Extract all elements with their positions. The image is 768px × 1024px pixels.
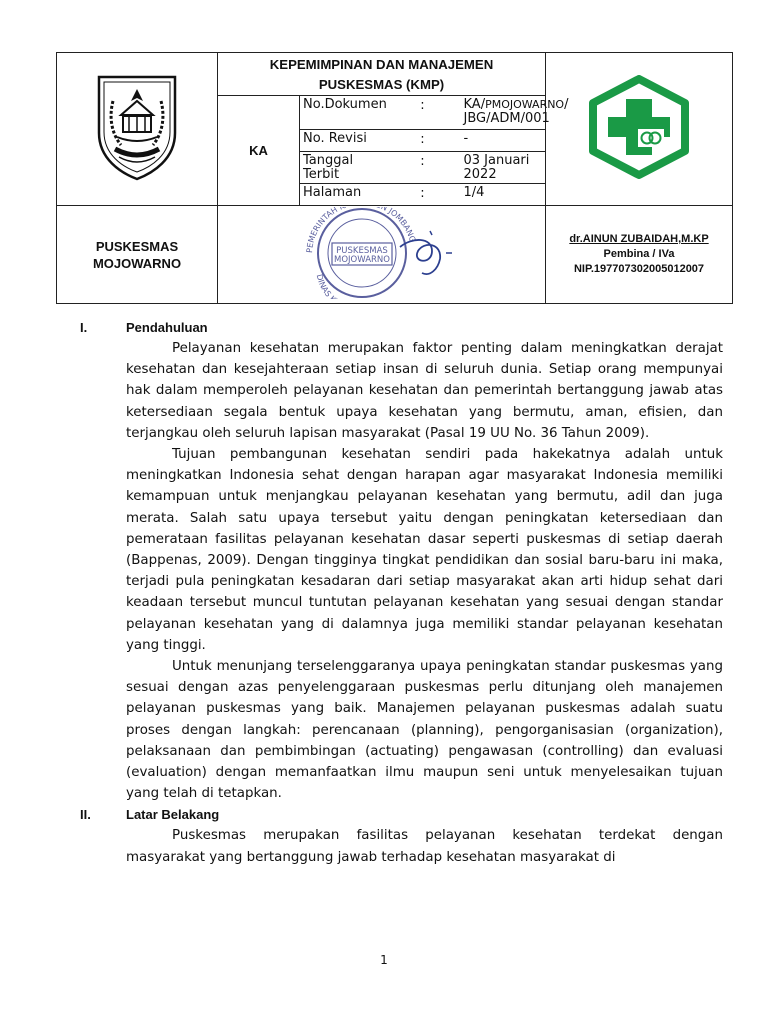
section-heading [80, 318, 723, 338]
puskesmas-cross-logo-icon [584, 75, 694, 179]
stamp-text-center-2: MOJOWARNO [333, 254, 390, 265]
signer-rank: Pembina / IVa [603, 248, 675, 260]
section-title: Pendahuluan [126, 320, 208, 335]
paragraph: Pelayanan kesehatan merupakan faktor penting dalam meningkatkan derajat kesehatan dan kesejahteraan setiap insan di seluruh dunia. Setiap orang mempunyai hak dalam memperoleh pelayanan kesehatan dan pemerintah bertanggung jawab atas ketersediaan segala bentuk upaya kesehatan yang bermutu, aman, efisien, dan terjangkau oleh seluruh lapisan masyarakat (Pasal 19 UU No. 36 Tahun 2009). [126, 341, 723, 441]
doc-number-value: KA/PMOJOWARNO/ JBG/ADM/001 [464, 96, 546, 130]
page-label: Halaman [300, 184, 382, 206]
health-logo-cell [546, 53, 733, 206]
paragraph: Tujuan pembangunan kesehatan sendiri pada hakekatnya adalah untuk meningkatkan Indonesia sehat dengan harapan agar masyarakat Indonesia memiliki kemampuan untuk menjangkau pelayanan kesehatan yang bermutu, adil dan juga merata. Salah satu upaya tersebut yaitu dengan peningkatan ketersediaan dan pemerataan fasilitas pelayanan kesehatan dasar seperti puskesmas di setiap daerah (Bappenas, 2009). Dengan tingginya tingkat pendidikan dan sosial baru-baru ini maka, terjadi pula peningkatan kesadaran dari setiap masyarakat akan arti hidup sehat dari keadaan tersebut muncul tuntutan pelayanan kesehatan yang sesuai dengan standar pelayanan kesehatan yang di dalamnya juga memiliki standar pelayanan kesehatan yang tinggi. [126, 447, 723, 653]
stamp-text-bottom: DINAS [314, 272, 333, 299]
section-number: I. [80, 320, 88, 335]
puskesmas-name: PUSKESMAS MOJOWARNO [57, 206, 218, 304]
doc-number-label: No.Dokumen [300, 96, 382, 130]
revision-value: - [464, 130, 546, 152]
title-line-2: PUSKESMAS (KMP) [318, 77, 445, 92]
doc-number-colon: : [382, 96, 464, 130]
stamp-text-center-1: PUSKESMAS [335, 245, 388, 256]
issue-date-value: 03 Januari 2022 [464, 152, 546, 184]
paragraph: Untuk menunjang terselenggaranya upaya peningkatan standar puskesmas yang sesuai dengan azas penyelenggaraan puskesmas perlu ditunjang oleh manajemen pelayanan puskesmas yang baik. Manajemen pelayanan puskesmas adalah suatu proses dengan langkah: perencanaan (planning), pengorganisasian (organization), pelaksanaan dan pembimbingan (actuating) pengawasan (controlling) dan evaluasi (evaluation) dengan memanfaatkan ilmu maupun seni untuk menyelesaikan tujuan yang telah di tetapkan. [126, 659, 723, 802]
signer-nip: NIP.197707302005012007 [573, 263, 705, 275]
stamp-text-top: PEMERINTAH N JOMBANG [304, 206, 417, 253]
section-heading [80, 805, 723, 825]
stamp-cell [218, 206, 546, 304]
issue-date-colon: : [382, 152, 464, 184]
title-line-1: KEPEMIMPINAN DAN MANAJEMEN [269, 57, 494, 72]
section-number: II. [80, 807, 91, 823]
section-title: Latar Belakang [126, 807, 220, 823]
document-header-table [56, 52, 733, 304]
document-body [80, 318, 723, 868]
ka-code: KA [218, 96, 300, 206]
page-number: 1 [380, 953, 388, 967]
paragraph: Puskesmas merupakan fasilitas pelayanan kesehatan terdekat dengan masyarakat yang bertanggung jawab terhadap kesehatan masyarakat di [126, 828, 723, 865]
page-colon: : [382, 184, 464, 206]
issue-date-label: Tanggal Terbit [300, 152, 382, 184]
signer-block [546, 206, 733, 304]
page-value: 1/4 [464, 184, 546, 206]
official-stamp [282, 207, 482, 299]
regency-emblem-icon [91, 71, 183, 183]
revision-label: No. Revisi [300, 130, 382, 152]
revision-colon: : [382, 130, 464, 152]
regency-logo-cell [57, 53, 218, 206]
document-title [218, 53, 546, 96]
signer-name: dr.AINUN ZUBAIDAH,M.KP [569, 233, 709, 245]
